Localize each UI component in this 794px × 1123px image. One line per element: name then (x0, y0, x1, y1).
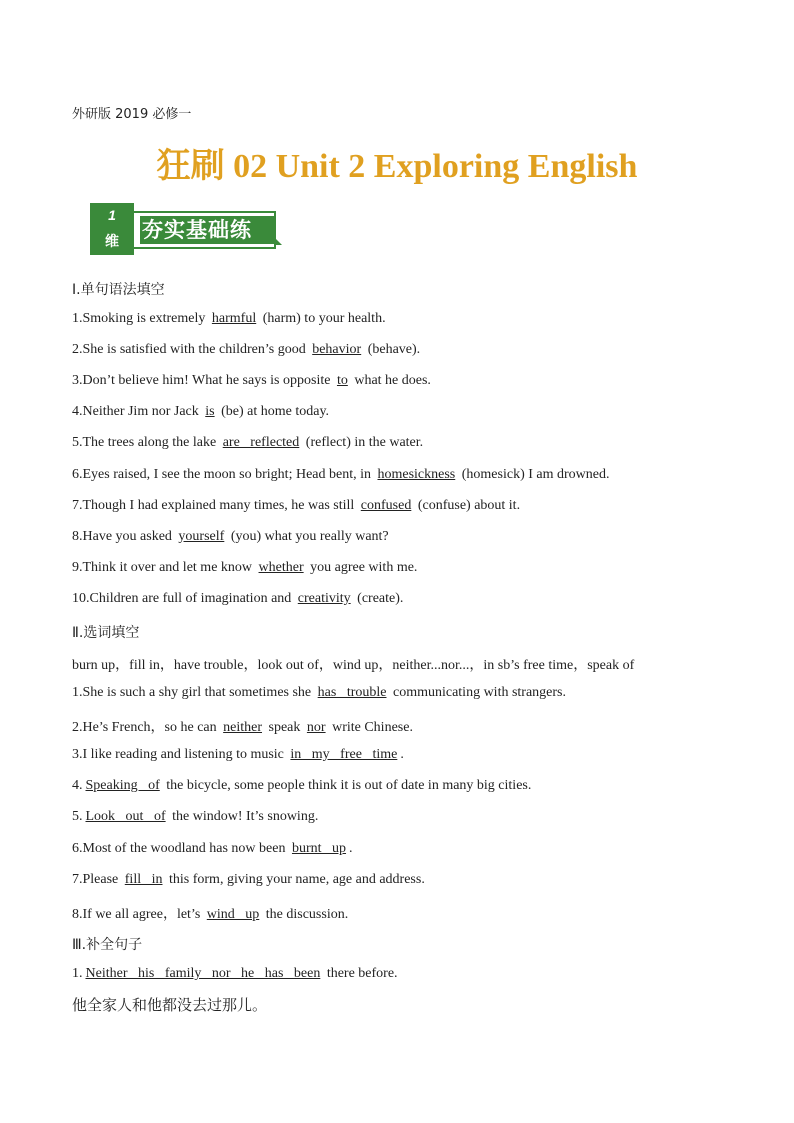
exercise-line (72, 560, 417, 576)
question-text: 10.Children are full of imagination and (72, 590, 295, 606)
answer-blank: behavior (312, 342, 362, 358)
answer-blank: are reflected (222, 435, 300, 451)
question-text: the discussion. (262, 906, 349, 922)
badge-label: 夯实基础练 (142, 218, 252, 242)
question-text: write Chinese. (328, 720, 413, 736)
question-text: . (400, 747, 404, 763)
exercise-line (72, 498, 520, 514)
exercise-line (72, 747, 404, 763)
question-text: (homesick) I am drowned. (458, 466, 610, 482)
question-text: the bicycle, some people think it is out of date in many big cities. (162, 778, 532, 794)
question-text: 7.Please (72, 871, 122, 887)
answer-blank: yourself (178, 528, 225, 544)
answer-blank: Neither his family nor he has been (85, 966, 321, 981)
exercise-line (72, 373, 431, 389)
exercise-line (72, 467, 609, 483)
question-text: (confuse) about it. (414, 497, 521, 513)
section-badge (90, 203, 290, 255)
question-text: this form, giving your name, age and address. (165, 871, 425, 887)
exercise-line (72, 809, 318, 825)
answer-blank: to (336, 373, 348, 389)
question-text: the window! It’s snowing. (168, 809, 319, 825)
section-heading: Ⅱ.选词填空 (72, 625, 140, 641)
question-text: 3.I like reading and listening to music (72, 747, 288, 763)
answer-blank: wind up (206, 906, 260, 922)
exercise-line (72, 966, 398, 982)
answer-blank: neither (223, 720, 263, 736)
exercise-line (72, 685, 566, 701)
word-bank: burn up，fill in，have trouble，look out of，wind up，neither...nor...，in sb’s free time，speak of (72, 658, 635, 673)
document-header: 外研版 2019 必修一 (72, 107, 192, 122)
section-heading: Ⅰ.单句语法填空 (72, 282, 165, 298)
question-text: (create). (353, 590, 404, 606)
question-text: 9.Think it over and let me know (72, 559, 256, 575)
question-text: 4.Neither Jim nor Jack (72, 404, 203, 420)
question-text: 1.She is such a shy girl that sometimes she (72, 685, 315, 700)
answer-blank: whether (258, 559, 304, 575)
exercise-line (72, 591, 403, 607)
answer-blank: confused (360, 497, 412, 513)
page-title: 狂刷 02 Unit 2 Exploring English (156, 148, 638, 185)
exercise-line (72, 841, 353, 857)
answer-blank: Look out of (85, 809, 166, 825)
answer-blank: is (205, 404, 215, 420)
exercise-line (72, 404, 329, 420)
badge-number: 1 (108, 207, 116, 223)
question-text: (you) what you really want? (227, 528, 389, 544)
answer-blank: homesickness (377, 466, 456, 482)
question-text: 5.The trees along the lake (72, 435, 220, 451)
question-text: (reflect) in the water. (302, 435, 424, 451)
question-text: 5. (72, 809, 83, 825)
answer-blank: burnt up (291, 840, 347, 856)
section-heading: Ⅲ.补全句子 (72, 937, 143, 953)
question-text: (harm) to your health. (259, 311, 386, 326)
question-text: 7.Though I had explained many times, he was still (72, 497, 358, 513)
badge-corner (274, 237, 282, 245)
question-text: there before. (323, 966, 398, 981)
answer-blank: Speaking of (85, 778, 160, 794)
answer-blank: in my free time (290, 747, 398, 763)
question-text: communicating with strangers. (389, 685, 567, 700)
question-text: . (349, 840, 353, 856)
question-text: what he does. (350, 373, 431, 389)
question-text: 6.Eyes raised, I see the moon so bright; Head bent, in (72, 466, 375, 482)
question-text: 2.She is satisfied with the children’s good (72, 342, 310, 358)
exercise-line (72, 529, 389, 545)
question-text: speak (265, 720, 304, 736)
exercise-line (72, 716, 413, 736)
answer-blank: harmful (211, 311, 257, 326)
translation-text: 他全家人和他都没去过那儿。 (72, 996, 268, 1014)
exercise-line (72, 872, 425, 888)
exercise-line (72, 342, 420, 358)
question-text: 1.Smoking is extremely (72, 311, 209, 326)
answer-blank: fill in (124, 871, 163, 887)
question-text: 6.Most of the woodland has now been (72, 840, 289, 856)
question-text: 1. (72, 966, 83, 981)
question-text: (be) at home today. (217, 404, 330, 420)
question-text: 8.Have you asked (72, 528, 176, 544)
exercise-line (72, 311, 386, 327)
answer-blank: creativity (297, 590, 351, 606)
answer-blank: nor (306, 720, 326, 736)
badge-wei: 维 (105, 234, 119, 250)
question-text: (behave). (364, 342, 421, 358)
question-text: 8.If we all agree，let’s (72, 906, 204, 922)
exercise-line (72, 778, 531, 794)
question-text: 4. (72, 778, 83, 794)
question-text: 3.Don’t believe him! What he says is opposite (72, 373, 334, 389)
question-text: you agree with me. (306, 559, 418, 575)
answer-blank: has trouble (317, 685, 387, 700)
exercise-line (72, 435, 423, 451)
exercise-line (72, 903, 348, 923)
question-text: 2.He’s French，so he can (72, 720, 221, 736)
